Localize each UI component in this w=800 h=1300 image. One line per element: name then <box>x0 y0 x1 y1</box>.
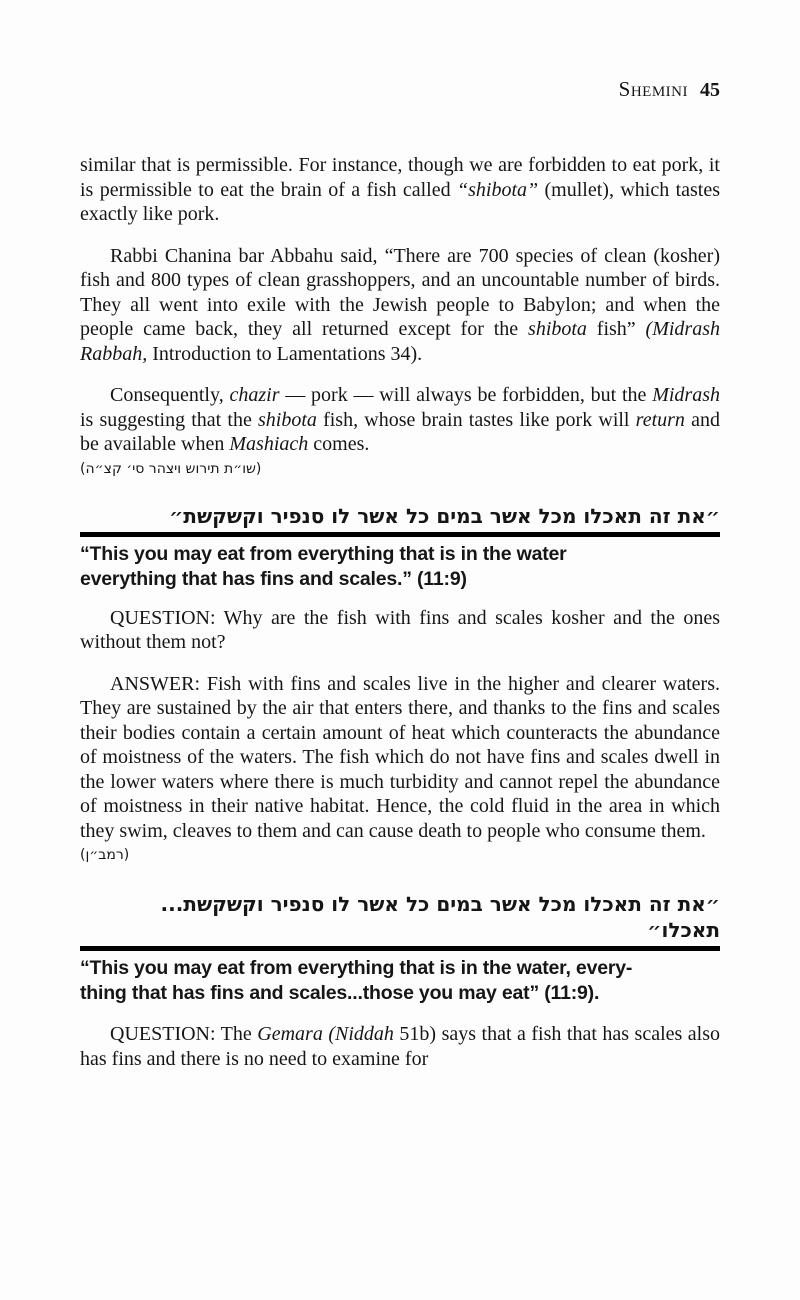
source-citation: (רמב״ן) <box>80 847 130 863</box>
page-header <box>80 78 720 103</box>
translation-line: “This you may eat from everything that is in the water <box>80 542 567 565</box>
page-number: 45 <box>700 79 720 101</box>
verse-section <box>80 503 720 865</box>
hebrew-verse-line: תאכלו״ <box>647 918 720 942</box>
translation-line: thing that has fins and scales...those you may eat” (11:9). <box>80 982 600 1004</box>
verse-translation-heading <box>80 956 720 1006</box>
body-paragraph: Consequently, chazir — pork — will always be forbidden, but the Midrash is suggesting that the shibota fish, whose brain tastes like pork will return and be available when Mashiach comes. <box>80 384 720 455</box>
body-paragraph: Rabbi Chanina bar Abbahu said, “There are 700 species of clean (kosher) fish and 800 types of clean grasshoppers, and an uncountable number of birds. They all went into exile with the Jewish people to Babylon; and when the people came back, they all returned except for the shibota fish” (Midrash Rabbah, Introduction to Lamentations 34). <box>80 244 720 365</box>
hebrew-verse-heading: ״את זה תאכלו מכל אשר במים כל אשר לו סנפיר וקשקשת״ <box>169 503 720 528</box>
heading-rule <box>80 532 720 537</box>
body-paragraph: similar that is permissible. For instance, though we are forbidden to eat pork, it is permissible to eat the brain of a fish called “shibota” (mullet), which tastes exactly like pork. <box>80 154 720 225</box>
translation-line: everything that has fins and scales.” (11:9) <box>80 567 467 590</box>
answer-paragraph: ANSWER: Fish with fins and scales live in the higher and clearer waters. They are sustained by the air that enters there, and thanks to the fins and scales their bodies contain a certain amount of heat which counteracts the abundance of moistness of the waters. The fish which do not have fins and scales dwell in the lower waters where there is much turbidity and cannot repel the abundance of moistness in their native habitat. Hence, the cold fluid in the area in which they swim, cleaves to them and can cause death to people who consume them. <box>80 672 720 842</box>
question-paragraph: QUESTION: Why are the fish with fins and scales kosher and the ones without them not? <box>80 606 720 653</box>
verse-section <box>80 891 720 1071</box>
translation-line: “This you may eat from everything that is in the water, every- <box>80 957 633 979</box>
hebrew-verse-heading <box>80 891 720 943</box>
hebrew-verse-line: ״את זה תאכלו מכל אשר במים כל אשר לו סנפיר וקשקשת... <box>160 892 720 916</box>
question-paragraph: QUESTION: The Gemara (Niddah 51b) says that a fish that has scales also has fins and there is no need to examine for <box>80 1023 721 1070</box>
heading-rule <box>80 946 720 951</box>
source-citation: (שו״ת תירוש ויצהר סי׳ קצ״ה) <box>80 460 262 477</box>
verse-translation-heading <box>80 542 720 592</box>
section-title: Shemini <box>618 77 688 101</box>
text-block <box>80 78 720 1071</box>
